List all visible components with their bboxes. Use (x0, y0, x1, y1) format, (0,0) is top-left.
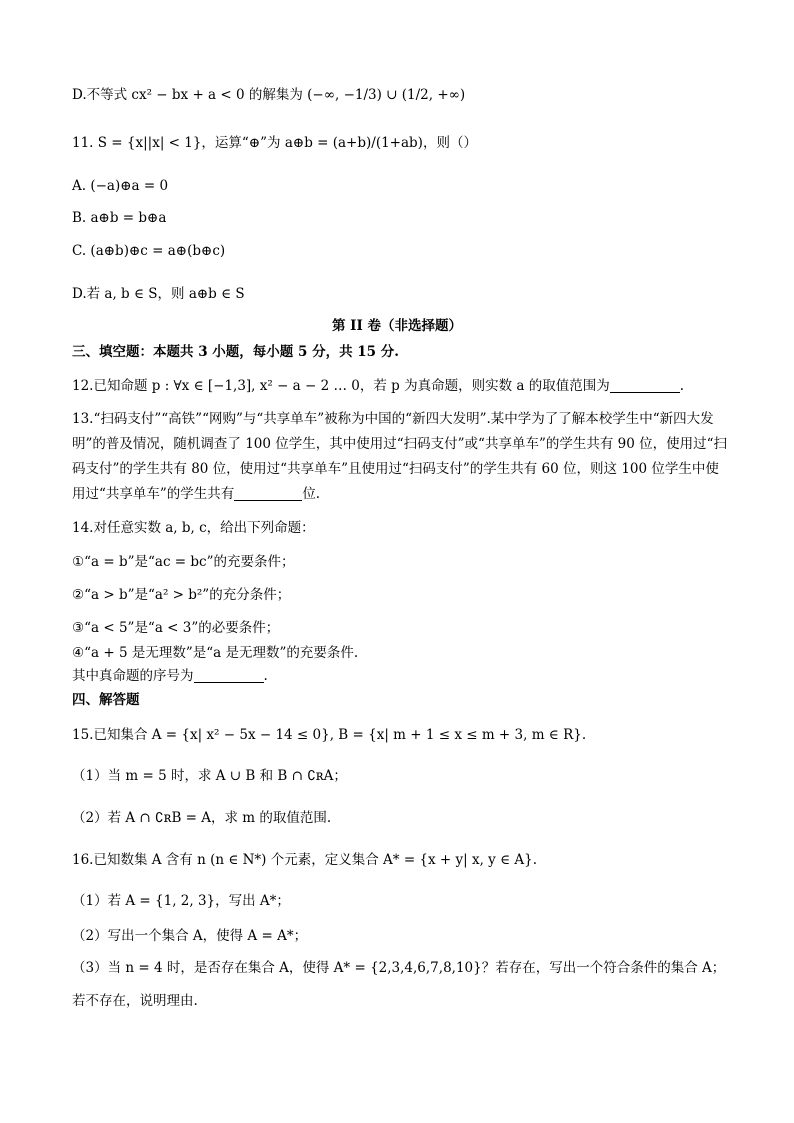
question-16-part-1: （1）若 A = {1, 2, 3}，写出 A*； (72, 893, 290, 909)
question-16-part-2: （2）写出一个集合 A，使得 A = A*； (72, 928, 308, 944)
question-14-item-3: ③“a < 5”是“a < 3”的必要条件； (72, 620, 280, 636)
question-16-part-3: （3）当 n = 4 时，是否存在集合 A，使得 A* = {2,3,4,6,7,8,10}？若存在，写出一个符合条件的集合 A； (72, 960, 726, 976)
section-3-title: 三、填空题：本题共 3 小题，每小题 5 分，共 15 分. (72, 344, 399, 360)
question-14-answer (72, 666, 268, 686)
question-16-part-3-cont: 若不存在，说明理由. (72, 993, 198, 1009)
question-12-text: 12.已知命题 p : ∀x ∈ [−1,3], x² − a − 2 … 0，若 p 为真命题，则实数 a 的取值范围为 (72, 378, 610, 394)
section-4-title: 四、解答题 (72, 692, 140, 708)
question-14-answer-prompt: 其中真命题的序号为 (72, 668, 194, 684)
answer-blank (610, 378, 680, 393)
option-11b: B. a⊕b = b⊕a (72, 210, 167, 226)
question-14-answer-end: . (263, 668, 268, 684)
question-12 (72, 376, 684, 396)
answer-blank (194, 668, 264, 683)
question-13-line-4 (72, 484, 320, 504)
question-14-stem: 14.对任意实数 a, b, c，给出下列命题： (72, 520, 315, 536)
question-13-line-1: 13.“扫码支付”“高铁”“网购”与“共享单车”被称为中国的“新四大发明”.某中学为了了解本校学生中“新四大发 (72, 411, 714, 427)
question-14-item-1: ①“a = b”是“ac = bc”的充要条件； (72, 554, 295, 570)
question-13-line-2: 明”的普及情况，随机调查了 100 位学生，其中使用过“扫码支付”或“共享单车”的学生共有 90 位，使用过“扫 (72, 436, 728, 452)
question-15-part-1: （1）当 m = 5 时，求 A ∪ B 和 B ∩ ∁ʀA； (72, 768, 347, 784)
question-15-part-2: （2）若 A ∩ ∁ʀB = A，求 m 的取值范围. (72, 810, 332, 826)
option-10d: D.不等式 cx² − bx + a < 0 的解集为 (−∞, −1/3) ∪ (1/2, +∞) (72, 87, 466, 103)
option-11d: D.若 a, b ∈ S，则 a⊕b ∈ S (72, 286, 245, 302)
option-11c: C. (a⊕b)⊕c = a⊕(b⊕c) (72, 243, 226, 259)
option-11a: A. (−a)⊕a = 0 (72, 178, 169, 194)
question-11-stem: 11. S = {x||x| < 1}，运算“⊕”为 a⊕b = (a+b)/(1+ab)，则（） (72, 135, 477, 151)
question-15-stem: 15.已知集合 A = {x| x² − 5x − 14 ≤ 0}, B = {x| m + 1 ≤ x ≤ m + 3, m ∈ R}. (72, 727, 587, 743)
question-13-line-4-text: 用过“共享单车”的学生共有 (72, 486, 235, 502)
answer-blank (234, 486, 302, 501)
question-14-item-2: ②“a > b”是“a² > b²”的充分条件； (72, 587, 291, 603)
section-2-title: 第 II 卷（非选择题） (331, 318, 463, 334)
question-13-end: 位. (302, 486, 321, 502)
question-14-item-4: ④“a + 5 是无理数”是“a 是无理数”的充要条件. (72, 645, 359, 661)
question-12-end: . (679, 378, 685, 394)
question-13-line-3: 码支付”的学生共有 80 位，使用过“共享单车”且使用过“扫码支付”的学生共有 60 位，则这 100 位学生中使 (72, 461, 719, 477)
question-16-stem: 16.已知数集 A 含有 n (n ∈ N*) 个元素，定义集合 A* = {x + y| x, y ∈ A}. (72, 852, 538, 868)
